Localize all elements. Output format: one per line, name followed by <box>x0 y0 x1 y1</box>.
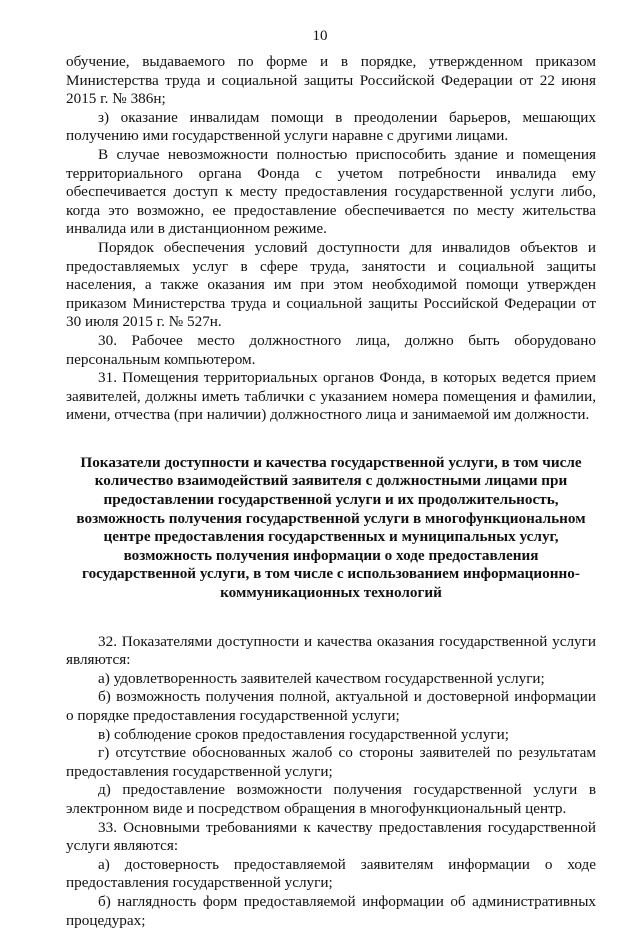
paragraph-33-a: а) достоверность предоставляемой заявителям информации о ходе предоставления государственной услуги; <box>66 855 596 892</box>
section-heading: Показатели доступности и качества государственной услуги, в том числе количество взаимодействий заявителя с должностными лицами при предоставлении государственной услуги и их продолжительность, возможность получения государственной услуги в многофункциональном центре предоставления государственных и муниципальных услуг, возможность получения информации о ходе предоставления государственной услуги, в том числе с использованием информационно-коммуникационных технологий <box>76 453 586 602</box>
paragraph-30: 30. Рабочее место должностного лица, должно быть оборудовано персональным компьютером. <box>66 331 596 368</box>
paragraph-item-z: з) оказание инвалидам помощи в преодолении барьеров, мешающих получению ими государственной услуги наравне с другими лицами. <box>66 108 596 145</box>
paragraph-32-d: д) предоставление возможности получения государственной услуги в электронном виде и посредством обращения в многофункциональный центр. <box>66 781 596 817</box>
document-body <box>66 53 596 930</box>
paragraph-32-v: в) соблюдение сроков предоставления государственной услуги; <box>98 725 509 743</box>
paragraph-continuation: обучение, выдаваемого по форме и в порядке, утвержденном приказом Министерства труда и социальной защиты Российской Федерации от 22 июня 2015 г. № 386н; <box>66 53 596 108</box>
paragraph-31: 31. Помещения территориальных органов Фонда, в которых ведется прием заявителей, должны иметь таблички с указанием номера помещения и фамилии, имени, отчества (при наличии) должностного лица и занимаемой им должности. <box>66 369 596 424</box>
paragraph-33-b: б) наглядность форм предоставляемой информации об административных процедурах; <box>66 892 596 929</box>
paragraph-32-b: б) возможность получения полной, актуальной и достоверной информации о порядке предоставления государственной услуги; <box>66 688 596 724</box>
paragraph-32-g: г) отсутствие обоснованных жалоб со стороны заявителей по результатам предоставления государственной услуги; <box>66 744 596 780</box>
paragraph-accessibility-order: Порядок обеспечения условий доступности для инвалидов объектов и предоставляемых услуг в сфере труда, занятости и социальной защиты населения, а также оказания им при этом необходимой помощи утвержден приказом Министерства труда и социальной защиты Российской Федерации от 30 июля 2015 г. № 527н. <box>66 238 596 331</box>
page-number: 10 <box>312 28 328 44</box>
paragraph-32-a: а) удовлетворенность заявителей качеством государственной услуги; <box>98 669 545 687</box>
paragraph-32: 32. Показателями доступности и качества оказания государственной услуги являются: <box>66 632 596 669</box>
paragraph-33: 33. Основными требованиями к качеству предоставления государственной услуги являются: <box>66 818 596 855</box>
paragraph-accessibility-case: В случае невозможности полностью приспособить здание и помещения территориального органа Фонда с учетом потребности инвалида ему обеспечивается доступ к месту предоставления государственной услуги либо, когда это возможно, ее предоставление обеспечивается по месту жительства инвалида или в дистанционном режиме. <box>66 145 596 238</box>
